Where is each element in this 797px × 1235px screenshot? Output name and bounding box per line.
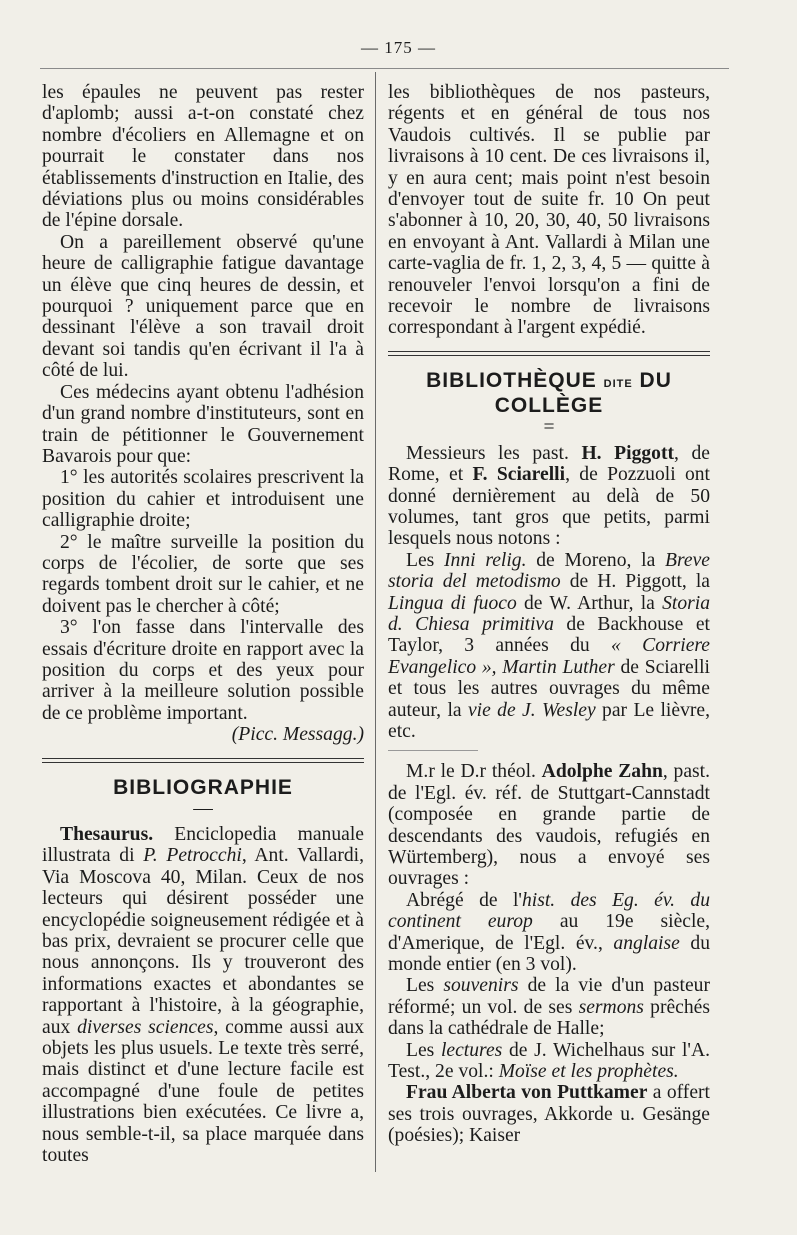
text-run: prêchés dans la cathédrale de Halle; <box>388 996 710 1040</box>
text-run: Messieurs les past. <box>406 442 582 464</box>
paragraph <box>388 761 710 889</box>
text-run: , past. de l'Egl. év. réf. de Stuttgart-Cannstadt (composée en grande partie de descendants des vaudois, refugiés en Würtemberg), nous a envoyé ses ouvrages : <box>388 761 710 890</box>
heading-text: DU COLLÈGE <box>494 368 672 418</box>
top-rule <box>40 68 729 69</box>
paragraph <box>388 443 710 550</box>
text-run: de W. Arthur, la <box>516 592 663 614</box>
paragraph: les épaules ne peuvent pas rester d'aplomb; aussi a-t-on constaté chez nombre d'écoliers en Allemagne et on pourrait le constater dans nos établissements d'instruction en Italie, des déviations plus ou moins considérables de l'épine dorsale. <box>42 82 364 232</box>
person-name: F. Sciarelli <box>472 464 566 486</box>
text-run: Les <box>406 549 445 571</box>
text-run: diverses sciences <box>77 1016 214 1038</box>
heading-text: BIBLIOTHÈQUE <box>426 368 597 392</box>
paragraph <box>388 890 710 976</box>
section-rule <box>388 351 710 356</box>
text-run: Les <box>406 1039 441 1061</box>
text-run: de H. Piggott, la <box>560 571 711 593</box>
person-name: Adolphe Zahn <box>541 761 663 783</box>
book-title: « Corriere Evangelico », Martin Luther <box>388 635 710 678</box>
right-column <box>388 82 710 1147</box>
text-run: Abrégé de l' <box>406 889 522 911</box>
book-title: Storia d. Chiesa primitiva <box>388 592 710 635</box>
paragraph <box>388 1082 710 1146</box>
paragraph <box>388 550 710 743</box>
book-title: anglaise <box>613 932 680 954</box>
text-run: Enciclopedia manuale illustrata di <box>42 824 364 867</box>
text-run: , de Rome, et <box>388 442 710 486</box>
paragraph: Ces médecins ayant obtenu l'adhésion d'un grand nombre d'instituteurs, sont en train de pétitionner le Gouvernement Bavarois pour que: <box>42 381 364 467</box>
paragraph <box>388 1040 710 1083</box>
paragraph: On a pareillement observé qu'une heure de calligraphie fatigue davantage un élève que cinq heures de dessin, et pourquoi ? uniquement parce que en dessinant l'élève a son travail droit devant soi tandis qu'en écrivant il l'a à côté de lui. <box>42 231 364 382</box>
text-run: a offert ses trois ouvrages, Akkorde u. Gesänge (poésies); Kaiser <box>388 1082 710 1147</box>
book-title: vie de J. Wesley <box>467 699 596 721</box>
list-item: 1° les autorités scolaires prescrivent la position du cahier et introduisent une calligraphie droite; <box>42 467 364 532</box>
book-title: Breve storia del metodismo <box>388 549 710 593</box>
text-run: de Moreno, la <box>526 549 666 571</box>
list-item: 3° l'on fasse dans l'intervalle des essais d'écriture droite en rapport avec la position du corps et des yeux pour arriver à la meilleure solution possible de ce problème important. <box>42 617 364 724</box>
person-name: Frau Alberta von Puttkamer <box>406 1082 648 1104</box>
divider <box>388 750 478 751</box>
heading-text: DITE <box>603 377 633 390</box>
text-run: , de Pozzuoli ont donné dernièrement au delà de 50 volumes, tant gros que petits, parmi lesquels nous notons : <box>388 464 710 550</box>
column-divider <box>375 72 376 1172</box>
paragraph <box>388 975 710 1039</box>
heading-dash: — <box>193 798 213 819</box>
book-title: Moïse et les prophètes. <box>498 1061 679 1083</box>
author-name: P. Petrocchi <box>143 845 242 867</box>
book-title: sermons <box>578 996 644 1018</box>
text-run: par Le lièvre, etc. <box>388 699 710 742</box>
page-number: — 175 — <box>361 38 436 57</box>
heading-dash: = <box>543 416 555 438</box>
section-heading-bibliotheque <box>388 370 710 417</box>
text-run: de J. Wichelhaus sur l'A. Test., 2e vol.: <box>388 1039 710 1083</box>
text-run: Les <box>406 975 444 997</box>
book-title: souvenirs <box>443 975 519 997</box>
text-run: du monde entier (en 3 vol). <box>388 932 710 976</box>
person-name: H. Piggott <box>581 442 675 464</box>
list-item: 2° le maître surveille la position du corps de l'écolier, de sorte que ses regards tombent droit sur le cahier, et ne doivent pas le chercher à côté; <box>42 531 364 617</box>
text-run: de Backhouse et Taylor, 3 années du <box>388 613 710 657</box>
text-run: au 19e siècle, d'Amerique, de l'Egl. év., <box>388 911 711 954</box>
book-title: lectures <box>440 1039 503 1061</box>
paragraph: les bibliothèques de nos pasteurs, régents et en général de tous nos Vaudois cultivés. Il se publie par livraisons à 10 cent. De ces livraisons il, y en aura cent; mais point n'est besoin d'envoyer tout de suite fr. 10 On peut s'abonner à 10, 20, 30, 40, 50 livraisons en envoyant à Ant. Vallardi à Milan une carte-vaglia de fr. 1, 2, 3, 4, 5 — quitte à renouveler l'envoi lorsqu'on a fini de recevoir le nombre de livraisons correspondant à l'argent expédié. <box>388 82 710 339</box>
section-heading-bibliographie: BIBLIOGRAPHIE <box>113 775 293 799</box>
entry-title: Thesaurus. <box>60 824 154 845</box>
text-run: , Ant. Vallardi, Via Moscova 40, Milan. Ceux de nos lecteurs qui désirent posséder une encyclopédie soigneusement rédigée et à bas prix, devraient se procurer celle que nous annonçons. Ils y trouveront des informations exactes et abondantes se rapportant à l'histoire, à la géographie, aux <box>42 845 364 1038</box>
section-rule <box>42 758 364 763</box>
paragraph-thesaurus <box>42 824 364 1167</box>
book-title: Inni relig. <box>444 549 527 571</box>
text-run: de la vie d'un pasteur réformé; un vol. de ses <box>388 975 710 1018</box>
source-citation: (Picc. Messagg.) <box>231 724 364 746</box>
text-run: , comme aussi aux objets les plus usuels. Le texte très serré, mais distinct et d'une lecture facile est accompagné d'une foule de petites illustrations bien exécutées. Ce livre a, nous semble-t-il, sa place marquée dans toutes <box>42 1016 364 1167</box>
text-run: M.r le D.r théol. <box>406 761 542 783</box>
book-title: Lingua di fuoco <box>388 592 517 614</box>
text-run: de Sciarelli et tous les autres ouvrages du même auteur, la <box>388 656 710 721</box>
book-title: hist. des Eg. év. du continent europ <box>388 889 710 933</box>
left-column <box>42 82 364 1167</box>
